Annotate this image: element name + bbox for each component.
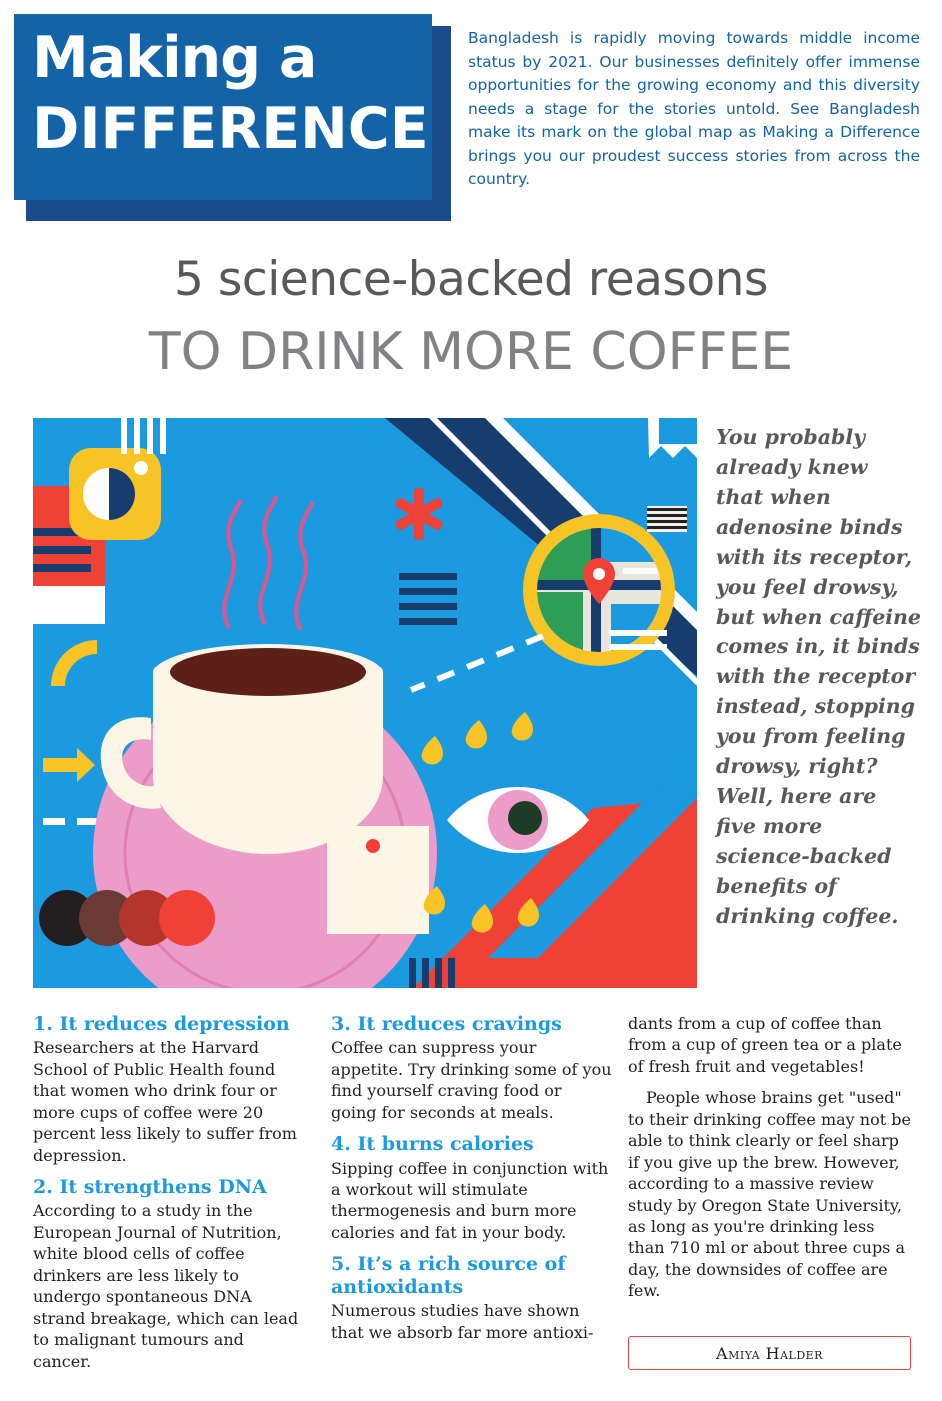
coffee-illustration <box>33 418 697 988</box>
intro-paragraph: Bangladesh is rapidly moving towards middle income status by 2021. Our businesses definitely offer immense opportunities for the growing economy and this diversity needs a stage for the stories untold. See Bangladesh make its mark on the global map as Making a Difference brings you our proudest success stories from across the country. <box>468 29 920 189</box>
section-body-1: Researchers at the Harvard School of Public Health found that women who drink four or more cups of coffee were 20 percent less likely to suffer from depression. <box>33 1038 297 1165</box>
article-column-2 <box>331 1013 612 1353</box>
headline-line1: 5 science-backed reasons <box>174 252 768 307</box>
section-body-2: According to a study in the European Journal of Nutrition, white blood cells of coffee drinkers are less likely to undergo spontaneous DNA strand breakage, which can lead to malignant tumours and cancer. <box>33 1201 299 1371</box>
article-column-3 <box>628 1013 913 1312</box>
byline-author-name: Amiya Halder <box>716 1343 823 1363</box>
continuation-paragraph-1: dants from a cup of coffee than from a cup of green tea or a plate of fresh fruit and vegetables! <box>628 1014 902 1076</box>
section-heading-5: 5. It’s a rich source of antioxidants <box>331 1253 566 1298</box>
section-body-4: Sipping coffee in conjunction with a workout will stimulate thermogenesis and burn more calories and fat in your body. <box>331 1158 609 1242</box>
pull-quote: You probably already knew that when adenosine binds with its receptor, you feel drowsy, but when caffeine comes in, it binds with the receptor instead, stopping you from feeling drowsy, right? Well, here are five more science-backed benefits of drinking coffee. <box>716 425 921 928</box>
masthead <box>14 14 439 209</box>
article-column-1 <box>33 1013 300 1382</box>
continuation-paragraph-2: People whose brains get "used" to their drinking coffee may not be able to think clearly or feel sharp if you give up the brew. However, according to a massive review study by Oregon State University, as long as you're drinking less than 710 ml or about three cups a day, the downsides of coffee are few. <box>628 1088 911 1301</box>
masthead-title-line1: Making a <box>32 25 317 91</box>
section-body-3: Coffee can suppress your appetite. Try drinking some of you find yourself craving food or going for seconds at meals. <box>331 1038 612 1122</box>
section-heading-1: 1. It reduces depression <box>33 1013 290 1035</box>
byline-box <box>628 1336 911 1370</box>
masthead-block <box>14 14 432 200</box>
coffee-illustration-svg <box>33 418 697 988</box>
section-heading-4: 4. It burns calories <box>331 1133 534 1156</box>
headline-line2: TO DRINK MORE COFFEE <box>148 322 794 382</box>
section-heading-2: 2. It strengthens DNA <box>33 1176 267 1199</box>
section-heading-3: 3. It reduces cravings <box>331 1013 562 1035</box>
masthead-title-line2: DIFFERENCE <box>32 96 429 162</box>
section-body-5: Numerous studies have shown that we absorb far more antioxi- <box>331 1301 594 1342</box>
